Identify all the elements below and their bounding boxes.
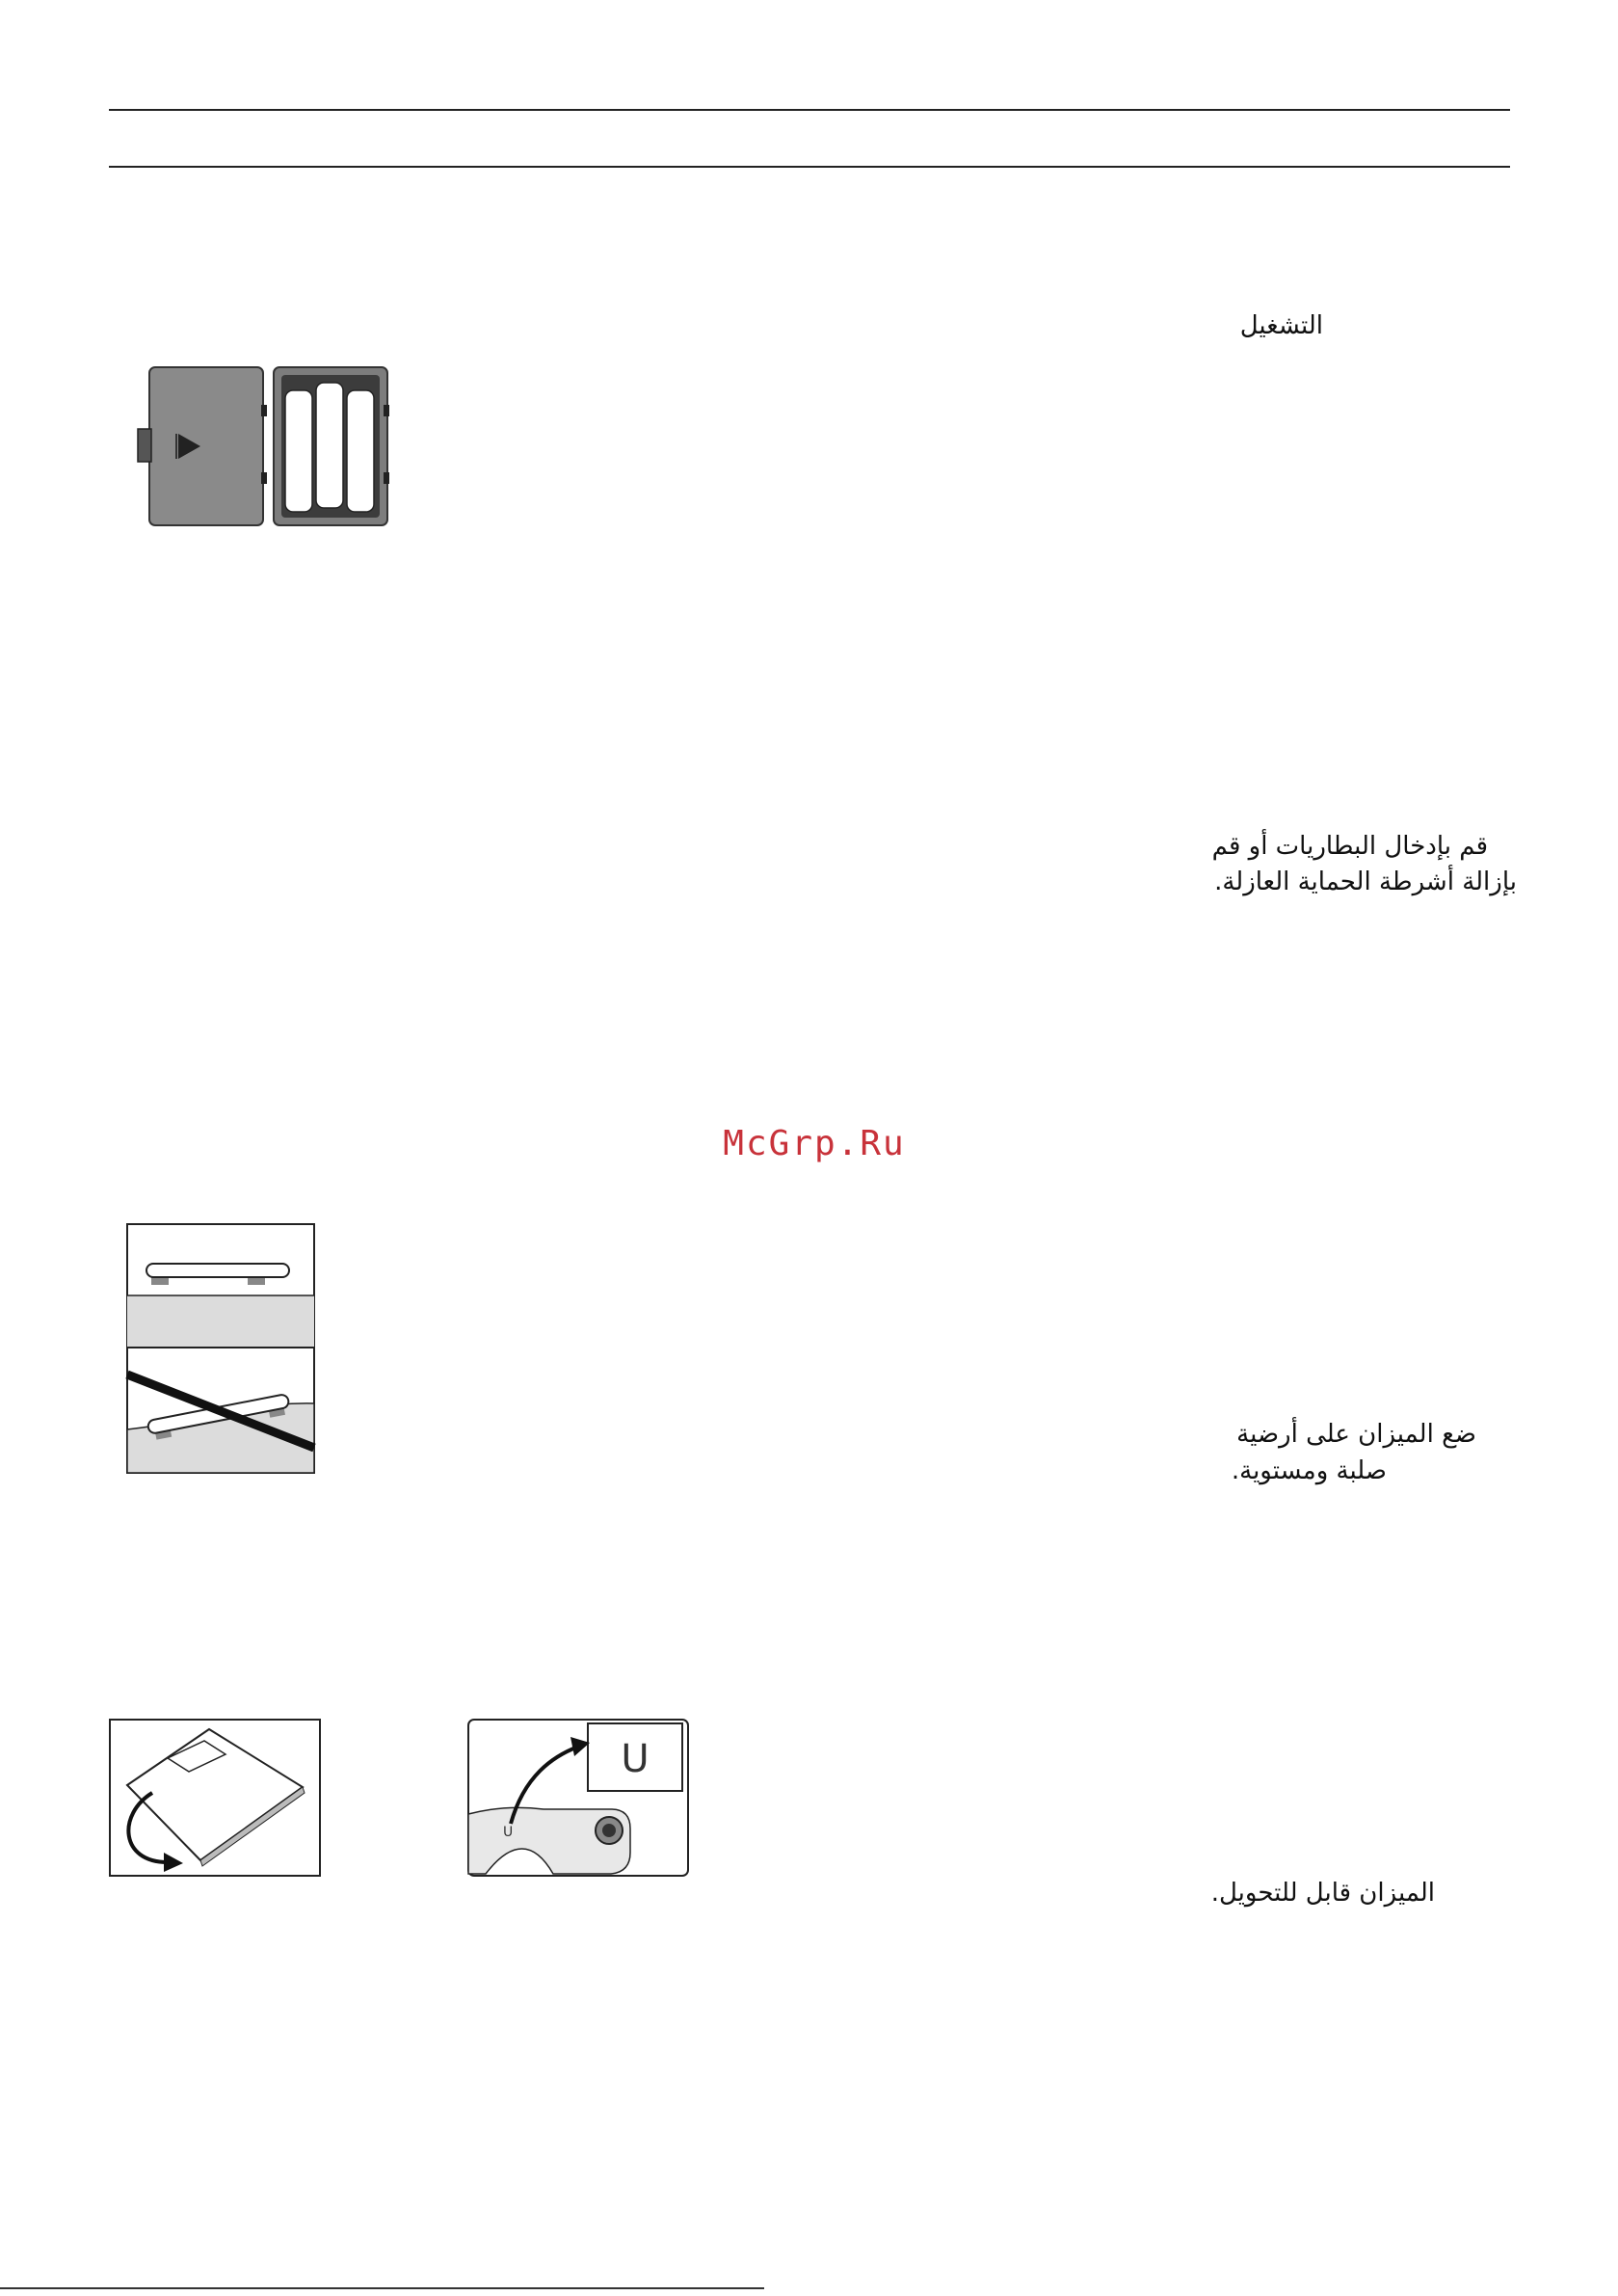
flip-scale-figure [108,1718,322,1878]
convertible-instruction: الميزان قابل للتحويل. [1210,1879,1435,1908]
scale-level [146,1264,289,1277]
battery-instruction-line-2: بإزالة أشرطة الحماية العازلة. [1214,868,1517,896]
floor-placement-figure [125,1222,316,1475]
floor-instruction-line-2: صلبة ومستوية. [1231,1456,1387,1485]
unit-label-small: U [503,1825,514,1840]
battery-instruction-line-1: قم بإدخال البطاريات أو قم [1211,832,1488,861]
unit-switch-figure [466,1718,690,1878]
cover-latch [138,429,151,462]
battery-cover [149,367,263,525]
header-rule-top [109,109,1510,111]
watermark: McGrp.Ru [723,1124,906,1163]
battery-compartment-figure [135,361,395,530]
battery-1 [285,390,312,512]
footer-rule [0,2287,764,2289]
battery-2 [316,383,343,508]
section-heading-operation: التشغيل [1239,311,1323,340]
header-rule-bottom [109,166,1510,168]
floor-instruction-line-1: ضع الميزان على أرضية [1236,1420,1476,1449]
unit-label: U [621,1737,650,1781]
battery-3 [347,390,374,512]
